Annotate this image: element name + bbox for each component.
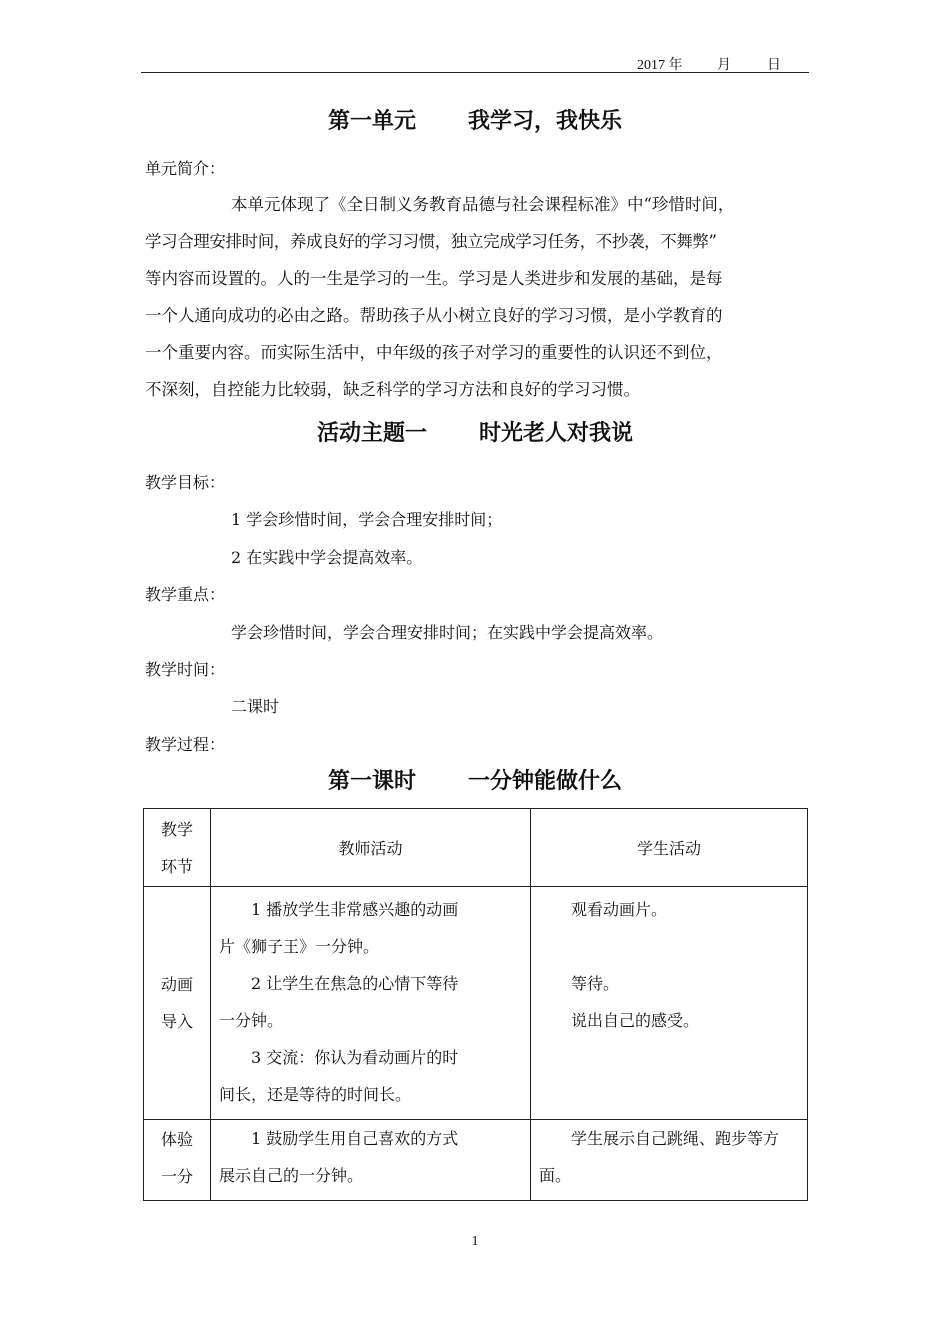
unit-title	[0, 104, 950, 135]
header-student: 学生活动	[531, 809, 808, 887]
teacher-activity-line: 片《狮子王》一分钟。	[219, 937, 380, 956]
duration-label: 教学时间：	[145, 660, 226, 679]
intro-line: 一个人通向成功的必由之路。帮助孩子从小树立良好的学习习惯，是小学教育的	[145, 306, 723, 325]
intro-line: 本单元体现了《全日制义务教育品德与社会课程标准》中“珍惜时间，	[231, 195, 735, 214]
student-activity-line: 学生展示自己跳绳、跑步等方	[571, 1129, 780, 1148]
table-row	[144, 887, 808, 1120]
teacher-activity-line: 间长，还是等待的时间长。	[219, 1085, 412, 1104]
header-day: 日	[767, 58, 781, 73]
unit-title-right: 我学习，我快乐	[468, 109, 623, 134]
teacher-activity-cell	[211, 887, 531, 1120]
intro-label: 单元简介：	[145, 159, 226, 178]
key-points-text: 学会珍惜时间，学会合理安排时间；在实践中学会提高效率。	[231, 623, 664, 642]
teacher-activity-line: 展示自己的一分钟。	[219, 1166, 364, 1185]
student-activity-cell	[531, 887, 808, 1120]
teacher-activity-cell	[211, 1120, 531, 1201]
intro-line: 学习合理安排时间，养成良好的学习习惯，独立完成学习任务，不抄袭，不舞弊”	[145, 232, 717, 251]
teacher-activity-line: 3 交流：你认为看动画片的时	[251, 1048, 459, 1067]
student-activity-line	[539, 928, 799, 965]
teacher-activity-line: 2 让学生在焦急的心情下等待	[251, 974, 459, 993]
stage-line: 动画	[160, 975, 193, 994]
intro-line: 等内容而设置的。人的一生是学习的一生。学习是人类进步和发展的基础，是每	[145, 269, 723, 288]
stage-cell	[144, 887, 211, 1120]
student-activity-line: 面。	[539, 1166, 572, 1185]
lesson-title	[0, 764, 950, 795]
student-activity-line: 说出自己的感受。	[571, 1011, 700, 1030]
intro-paragraph	[145, 186, 809, 408]
duration-text: 二课时	[231, 697, 280, 716]
stage-line: 一分	[160, 1167, 193, 1186]
teacher-activity-line: 1 播放学生非常感兴趣的动画	[251, 900, 459, 919]
student-activity-line: 等待。	[571, 974, 620, 993]
process-label: 教学过程：	[145, 735, 226, 754]
table-header-row	[144, 809, 808, 887]
activity-title-left: 活动主题一	[316, 421, 427, 446]
activity-title	[0, 416, 950, 447]
intro-line: 一个重要内容。而实际生活中，中年级的孩子对学习的重要性的认识还不到位，	[145, 343, 723, 362]
goal-item: 2 在实践中学会提高效率。	[231, 548, 423, 567]
key-points-label: 教学重点：	[145, 585, 226, 604]
teacher-activity-line: 一分钟。	[219, 1011, 284, 1030]
stage-line: 导入	[160, 1012, 193, 1031]
header-month: 月	[717, 58, 731, 73]
activity-title-right: 时光老人对我说	[479, 421, 634, 446]
teacher-activity-line: 1 鼓励学生用自己喜欢的方式	[251, 1129, 459, 1148]
page-header	[141, 52, 809, 73]
stage-cell	[144, 1120, 211, 1201]
header-stage	[144, 809, 211, 887]
stage-line: 体验	[160, 1130, 193, 1149]
lesson-title-right: 一分钟能做什么	[468, 769, 623, 794]
goals-label: 教学目标：	[145, 473, 226, 492]
header-year: 2017 年	[637, 58, 683, 73]
lesson-title-left: 第一课时	[327, 769, 416, 794]
header-stage-line: 环节	[160, 856, 193, 876]
goal-item: 1 学会珍惜时间，学会合理安排时间；	[231, 510, 503, 529]
page-number: 1	[471, 1234, 479, 1249]
header-teacher: 教师活动	[211, 809, 531, 887]
student-activity-cell	[531, 1120, 808, 1201]
unit-title-left: 第一单元	[327, 109, 416, 134]
student-activity-line: 观看动画片。	[571, 900, 668, 919]
header-stage-line: 教学	[160, 819, 193, 839]
intro-line: 不深刻，自控能力比较弱，缺乏科学的学习方法和良好的学习习惯。	[145, 380, 640, 399]
table-row	[144, 1120, 808, 1201]
lesson-table	[143, 808, 808, 1201]
